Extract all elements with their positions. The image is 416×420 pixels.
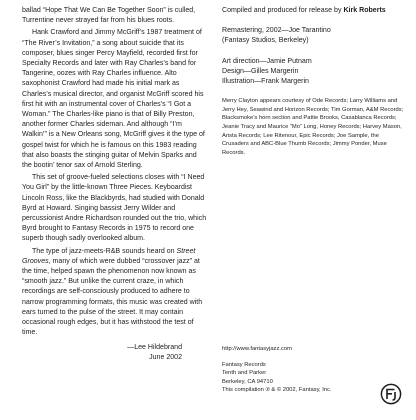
essay-column [22,6,208,363]
essay-date: June 2002 [149,353,182,361]
compiled-credit [222,6,404,16]
remastering-credit [222,26,404,46]
label-footer [222,345,372,395]
remastering-line: Remastering, 2002—Joe Tarantino [222,27,331,35]
illustration-credit: Illustration—Frank Margerin [222,78,309,86]
essay-p4-end: , many of which were dubbed “crossover jazz” at the time, helped spawn the phenomenon now known as “smooth jazz.” But unlike the current craze, in which recordings are self-consciously produced to adhere to narrow programming formats, this music was created with ears turned to the pulse of the street. It may contain occasional rough edges, but it has withstood the test of time. [22,257,203,337]
essay-paragraph-3: This set of groove-fueled selections closes with “I Need You Girl” by the little-known Three Pieces. Keyboardist Lincoln Ross, like the Blackbyrds, had studied with Donald Byrd at Howard. Singing bassist Jerry Wilder and percussionist Andre Richardson rounded out the trio, which Byrd brought to Fantasy Records in 1975 to record one superb though sadly overlooked album. [22,174,207,243]
copyright-line: This compilation ℗ & © 2002, Fantasy, Inc. [222,387,332,394]
compiled-label: Compiled and produced for release by [222,7,344,14]
label-city: Berkeley, CA 94710 [222,378,273,385]
label-street: Tenth and Parker [222,370,267,377]
art-credits [222,57,404,88]
essay-paragraph-2: Hank Crawford and Jimmy McGriff’s 1987 treatment of “The River’s Invitation,” a song about suicide that its composer, blues singer Percy Mayfield, recorded first for Specialty Records and later with Ray Charles’s band for Tangerine, oozes with Ray Charles influence. Alto saxophonist Crawford had made his initial mark as Charles’s musical director, and organist McGriff scored his first hit with an instrumental cover of Charles’s “I Got a Woman.” The Charles-like piano is that of Billy Preston, another former Charles sideman. And although “I’m Walkin’” is a New Orleans song, McGriff gives it the type of gospel twist for which he is famous on this 1983 reading that also boasts the stinging guitar of Melvin Sparks and the bootin’ tenor sax of Arnold Sterling. [22,29,205,170]
label-name: Fantasy Records [222,361,266,368]
credits-column [222,6,404,157]
essay-p4-start: The type of jazz-meets-R&B sounds heard on [32,247,177,255]
website-url: http://www.fantasyjazz.com [222,346,292,352]
essay-author: —Lee Hildebrand [127,343,182,351]
fantasy-logo-icon [380,383,402,405]
design-credit: Design—Gilles Margerin [222,67,299,75]
courtesy-notice: Merry Clayton appears courtesy of Ode Records; Larry Williams and Jerry Hey, Seawind and Horizon Records; Tim Gorman, A&M Records; Blacksmoke’s horn section and Pattie Brooks, Casablanca Records; Jeanie Tracy and Maurice “Mo” Long, Honey Records; Harvey Mason, Arista Records; Lee Ritenour, Epic Records; Joe Sample, the Crusaders and ABC-Blue Thumb Records; Jimmy Ponder, Muse Records. [222,98,404,156]
compiled-name: Kirk Roberts [343,7,386,14]
remastering-studio: (Fantasy Studios, Berkeley) [222,37,309,45]
essay-signoff [22,343,208,363]
essay-paragraph-1: ballad “Hope That We Can Be Together Soon” is culled, Turrentine never strayed far from his blues roots. [22,7,196,25]
essay-paragraph-4 [22,247,208,339]
album-title-italic: Street Grooves [22,247,196,265]
art-direction-credit: Art direction—Jamie Putnam [222,57,312,65]
